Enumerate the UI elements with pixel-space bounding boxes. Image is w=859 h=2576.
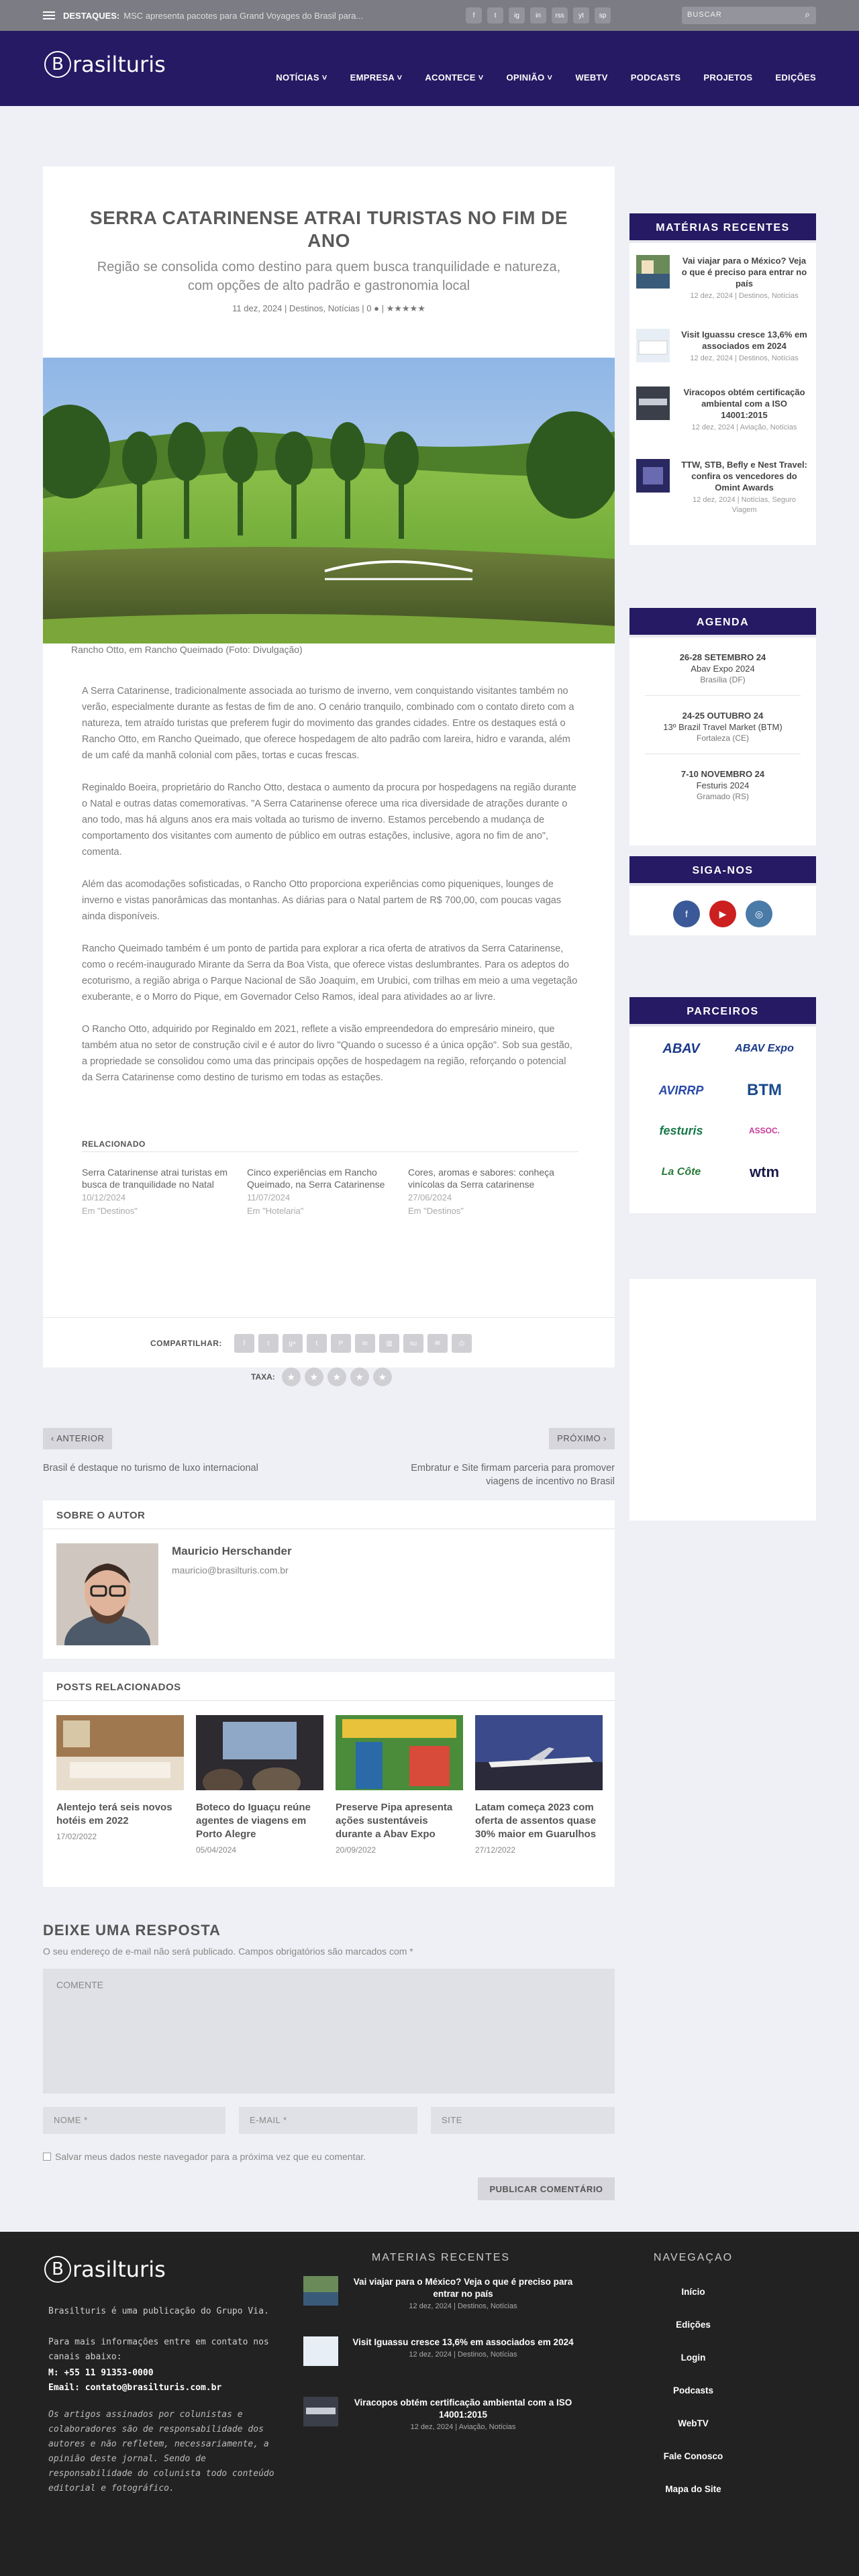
post-date: 05/04/2024 (196, 1845, 237, 1855)
recent-thumbnail[interactable] (636, 387, 670, 420)
partner-logo-festuris[interactable]: festuris (659, 1123, 703, 1137)
next-post-button[interactable]: PRÓXIMO › (549, 1428, 615, 1449)
recent-item[interactable] (636, 255, 809, 301)
footer-recent-title[interactable]: Viracopos obtém certificação ambiental com a ISO 14001:2015 (354, 2398, 572, 2420)
footer-about: Brasilturis é uma publicação do Grupo Via. (48, 2306, 269, 2316)
footer-recent-item[interactable] (303, 2276, 578, 2310)
post-thumbnail[interactable] (475, 1715, 603, 1790)
partner-logo-abav[interactable]: ABAV (662, 1041, 700, 1056)
rss-icon[interactable]: rss (552, 7, 568, 23)
email-field[interactable] (239, 2107, 417, 2134)
author-name[interactable]: Mauricio Herschander (172, 1545, 292, 1557)
partner-logo-btm[interactable]: BTM (747, 1081, 782, 1099)
prev-post-link[interactable]: Brasil é destaque no turismo de luxo internacional (43, 1463, 258, 1474)
agenda-event[interactable] (629, 769, 816, 801)
nav-item-empresa[interactable]: EMPRESA ˅ (350, 72, 403, 83)
footer-nav-podcasts[interactable]: Podcasts (672, 2385, 714, 2395)
recent-thumbnail[interactable] (636, 255, 670, 289)
follow-icons (629, 900, 816, 927)
save-data-option[interactable] (43, 2151, 366, 2162)
youtube-icon[interactable]: ▶ (709, 900, 736, 927)
footer-recent-heading: MATERIAS RECENTES (371, 2252, 511, 2263)
author-box (43, 1500, 615, 1659)
nav-item-projetos[interactable]: PROJETOS (703, 72, 753, 83)
name-field[interactable] (43, 2107, 225, 2134)
related-item[interactable] (82, 1166, 230, 1217)
footer-disclaimer: Os artigos assinados por colunistas e colaboradores são de responsabilidade dos autores e não refletem, necessariamente, a opinião deste jornal. Sendo de responsabilidade do colunista todo conteúdo editorial e fotográfico. (48, 2410, 274, 2493)
hero-caption: Rancho Otto, em Rancho Queimado (Foto: Divulgação) (71, 644, 303, 655)
site-field[interactable] (431, 2107, 615, 2134)
avatar (56, 1543, 158, 1645)
recent-item[interactable] (636, 387, 809, 433)
share-pinterest-icon[interactable]: P (331, 1334, 351, 1353)
divider (645, 695, 801, 696)
footer-logo-text: rasilturis (72, 2257, 166, 2282)
footer-nav-inicio[interactable]: Início (681, 2287, 705, 2297)
site-placeholder: SITE (442, 2115, 462, 2125)
footer-logo[interactable] (44, 2256, 166, 2283)
star-icon[interactable]: ★ (305, 1368, 323, 1386)
recent-posts-widget (629, 213, 816, 545)
post-date: 20/09/2022 (336, 1845, 376, 1855)
footer-contact-note: Para mais informações entre em contato nos canais abaixo: (48, 2337, 269, 2362)
nav-item-opiniao[interactable]: OPINIÃO ˅ (506, 72, 553, 83)
recent-thumbnail[interactable] (636, 329, 670, 362)
menu-icon[interactable] (43, 11, 55, 19)
share-email-icon[interactable]: ✉ (427, 1334, 448, 1353)
top-bar (0, 0, 859, 31)
author-heading: SOBRE O AUTOR (56, 1510, 146, 1521)
article-paragraph: Além das acomodações sofisticadas, o Rancho Otto proporciona experiências como piqueniques, lounges de inverno e vistas panorâmicas das montanhas. As diárias para o Natal partem de R$ 700,00, com poucas vagas ainda disponíveis. (82, 879, 562, 922)
related-posts (43, 1672, 615, 1887)
prev-post-button[interactable]: ‹ ANTERIOR (43, 1428, 112, 1449)
share-label: COMPARTILHAR: (150, 1339, 222, 1348)
agenda-event[interactable] (629, 652, 816, 696)
agenda-event[interactable] (629, 711, 816, 754)
event-date: 24-25 OUTUBRO 24 (682, 711, 764, 721)
event-place: Fortaleza (CE) (696, 733, 750, 743)
site-footer (0, 2232, 859, 2576)
star-icon[interactable]: ★ (350, 1368, 369, 1386)
event-place: Brasília (DF) (700, 675, 746, 684)
share-twitter-icon[interactable]: t (258, 1334, 279, 1353)
related-category: Em "Destinos" (408, 1206, 464, 1216)
share-tumblr-icon[interactable]: t (307, 1334, 327, 1353)
event-date: 26-28 SETEMBRO 24 (679, 652, 766, 662)
partner-logo-wtm[interactable]: wtm (750, 1164, 779, 1180)
partner-logo-abav-expo[interactable]: ABAV Expo (735, 1043, 794, 1054)
recent-meta: 12 dez, 2024 | Notícias, Seguro Viagem (693, 496, 796, 514)
divider (82, 1151, 578, 1152)
recent-title[interactable]: Visit Iguassu cresce 13,6% em associados em 2024 (681, 329, 807, 351)
article-title: SERRA CATARINENSE ATRAI TURISTAS NO FIM DE ANO (89, 207, 568, 251)
event-name[interactable]: Festuris 2024 (696, 780, 750, 790)
related-item[interactable] (408, 1166, 556, 1217)
hero-image (43, 358, 615, 643)
nav-item-noticias[interactable]: NOTÍCIAS ˅ (276, 72, 327, 83)
star-icon[interactable]: ★ (282, 1368, 301, 1386)
footer-recent-meta: 12 dez, 2024 | Aviação, Notícias (410, 2423, 516, 2431)
article-paragraph: Reginaldo Boeira, proprietário do Rancho Otto, destaca o aumento da procura por hospedagens na região durante o Natal e outras datas comemorativas. "A Serra Catarinense oferece uma rica diversidade de atrações durante o ano todo, mas há alguns anos era mais voltada ao turismo de inverno. Estamos percebendo a mudança de comportamento dos visitantes com aumento de público em outras estações, inclusive, agora no fim de ano", comenta. (82, 782, 576, 858)
partners-heading: PARCEIROS (629, 997, 816, 1027)
recent-title[interactable]: Vai viajar para o México? Veja o que é preciso para entrar no país (681, 256, 807, 289)
reply-note: O seu endereço de e-mail não será publicado. Campos obrigatórios são marcados com * (43, 1946, 413, 1957)
save-data-checkbox[interactable] (43, 2153, 51, 2161)
facebook-icon[interactable]: f (673, 900, 700, 927)
footer-recent-thumbnail[interactable] (303, 2336, 338, 2366)
footer-nav-login[interactable]: Login (680, 2353, 706, 2363)
footer-nav-webtv[interactable]: WebTV (678, 2418, 709, 2428)
event-name[interactable]: 13º Brazil Travel Market (BTM) (663, 722, 782, 732)
nav-item-podcasts[interactable]: PODCASTS (630, 72, 681, 83)
event-place: Gramado (RS) (696, 792, 750, 801)
instagram-icon[interactable]: ig (509, 7, 525, 23)
related-category: Em "Hotelaria" (247, 1206, 304, 1216)
article-meta: 11 dez, 2024 | Destinos, Notícias | 0 ● | ★★★★★ (232, 303, 425, 313)
related-date: 10/12/2024 (82, 1192, 126, 1202)
article-paragraph: A Serra Catarinense, tradicionalmente associada ao turismo de inverno, vem conquistando visitantes também no verão, especialmente durante as festas de fim de ano. O cenário tranquilo, combinado com o contato direto com a natureza, tem atraído turistas que preferem fugir do movimento das grandes cidades. Entre os destaques está o Rancho Otto, em Rancho Queimado, que oferece hospedagem de alto padrão com lareira, hidro e varanda, além de um café da manhã colonial com pães, tortas e cucas frescas. (82, 686, 574, 761)
recent-title[interactable]: TTW, STB, Befly e Nest Travel: confira os vencedores do Omint Awards (681, 460, 807, 493)
event-name[interactable]: Abav Expo 2024 (691, 664, 755, 674)
related-item[interactable] (247, 1166, 395, 1217)
article-paragraph: O Rancho Otto, adquirido por Reginaldo em 2021, reflete a visão empreendedora do empresário mineiro, que também atua no setor de construção civil e é autor do livro "Quando o sucesso é a única opção". Sob sua gestão, a propriedade se consolidou como uma das principais opções de hospedagem na região, reforçando o potencial da Serra Catarinense como destino de turismo em todas as estações. (82, 1024, 572, 1083)
main-nav (276, 72, 816, 83)
footer-recent-meta: 12 dez, 2024 | Destinos, Notícias (409, 2351, 517, 2359)
footer-nav-contact[interactable]: Fale Conosco (663, 2451, 723, 2461)
rating-label: TAXA: (251, 1372, 275, 1382)
save-data-label: Salvar meus dados neste navegador para a próxima vez que eu comentar. (55, 2151, 366, 2162)
site-logo[interactable] (44, 51, 166, 78)
article-body (82, 683, 578, 1102)
agenda-heading: AGENDA (629, 608, 816, 637)
related-title[interactable]: Cores, aromas e sabores: conheça vinícolas da Serra catarinense (408, 1167, 554, 1190)
post-card[interactable] (196, 1715, 323, 1855)
partner-logo-association[interactable]: ASSOC. (748, 1126, 780, 1135)
youtube-icon[interactable]: yt (573, 7, 589, 23)
post-date: 17/02/2022 (56, 1832, 97, 1841)
share-linkedin-icon[interactable]: in (355, 1334, 375, 1353)
share-facebook-icon[interactable]: f (234, 1334, 254, 1353)
share-stumbleupon-icon[interactable]: su (403, 1334, 423, 1353)
ad-slot (629, 1279, 816, 1521)
site-header (0, 31, 859, 106)
post-title[interactable]: Latam começa 2023 com oferta de assentos quase 30% maior em Guarulhos (475, 1802, 597, 1840)
nav-item-webtv[interactable]: WEBTV (575, 72, 608, 83)
next-post-link[interactable]: Embratur e Site firmam parceria para promover viagens de incentivo no Brasil (411, 1463, 615, 1487)
footer-recent-title[interactable]: Visit Iguassu cresce 13,6% em associados em 2024 (352, 2337, 574, 2347)
recent-thumbnail[interactable] (636, 459, 670, 493)
footer-recent-thumbnail[interactable] (303, 2397, 338, 2426)
recent-title[interactable]: Viracopos obtém certificação ambiental com a ISO 14001:2015 (683, 387, 805, 420)
search-placeholder: BUSCAR (687, 11, 722, 19)
post-card[interactable] (475, 1715, 603, 1855)
footer-nav-sitemap[interactable]: Mapa do Site (665, 2484, 721, 2494)
footer-recent-thumbnail[interactable] (303, 2276, 338, 2306)
top-social-icons (466, 7, 611, 23)
footer-email[interactable]: Email: contato@brasilturis.com.br (48, 2383, 222, 2393)
nav-item-acontece[interactable]: ACONTECE ˅ (425, 72, 484, 83)
recent-item[interactable] (636, 329, 809, 364)
article-subtitle: Região se consolida como destino para quem busca tranquilidade e natureza, com opções de alto padrão e gastronomia local (97, 260, 561, 293)
footer-recent-item[interactable] (303, 2397, 578, 2431)
partners-widget (629, 997, 816, 1213)
post-card[interactable] (56, 1715, 184, 1841)
event-date: 7-10 NOVEMBRO 24 (680, 769, 765, 779)
search-icon[interactable]: ⌕ (805, 9, 811, 19)
comment-placeholder: COMENTE (56, 1979, 103, 1990)
related-category: Em "Destinos" (82, 1206, 138, 1216)
follow-heading: SIGA-NOS (629, 856, 816, 886)
recent-heading: MATÉRIAS RECENTES (629, 213, 816, 243)
recent-meta: 12 dez, 2024 | Aviação, Notícias (691, 423, 797, 431)
logo-mark: B (44, 51, 71, 78)
instagram-icon[interactable]: ◎ (746, 900, 772, 927)
post-card[interactable] (336, 1715, 463, 1855)
partner-logo-la-cote[interactable]: La Côte (661, 1166, 701, 1178)
email-placeholder: E-MAIL * (250, 2115, 287, 2125)
author-email[interactable]: mauricio@brasilturis.com.br (172, 1565, 289, 1576)
reply-heading: DEIXE UMA RESPOSTA (43, 1922, 221, 1939)
share-buffer-icon[interactable]: ▥ (379, 1334, 399, 1353)
divider (43, 1700, 615, 1701)
footer-recent-title[interactable]: Vai viajar para o México? Veja o que é preciso para entrar no país (353, 2277, 573, 2299)
facebook-icon[interactable]: f (466, 7, 482, 23)
related-heading: RELACIONADO (82, 1139, 146, 1149)
rating-bar (251, 1368, 392, 1386)
article-paragraph: Rancho Queimado também é um ponto de partida para explorar a rica oferta de atrativos da Serra Catarinense, como o recém-inaugurado Mirante da Serra da Boa Vista, que oferece vistas deslumbrantes. Para os adeptos do ecoturismo, a região abriga o Parque Nacional de São Joaquim, em Urubici, com trilhas em meio a uma vegetação exuberante, e o Morro do Pique, em Governador Celso Ramos, ideal para atividades ao ar livre. (82, 943, 578, 1002)
comment-field[interactable] (43, 1969, 615, 2094)
linkedin-icon[interactable]: in (530, 7, 546, 23)
footer-logo-mark: B (44, 2256, 71, 2283)
footer-recent-meta: 12 dez, 2024 | Destinos, Notícias (409, 2302, 517, 2310)
search-input[interactable] (682, 7, 816, 24)
share-print-icon[interactable]: ⎙ (452, 1334, 472, 1353)
post-title[interactable]: Preserve Pipa apresenta ações sustentáveis durante a Abav Expo (336, 1802, 453, 1840)
name-placeholder: NOME * (54, 2115, 88, 2125)
post-thumbnail[interactable] (336, 1715, 463, 1790)
post-thumbnail[interactable] (196, 1715, 323, 1790)
recent-meta: 12 dez, 2024 | Destinos, Notícias (690, 292, 799, 300)
related-date: 11/07/2024 (247, 1192, 291, 1202)
recent-meta: 12 dez, 2024 | Destinos, Notícias (690, 354, 799, 362)
article-card (43, 166, 615, 1382)
agenda-widget (629, 608, 816, 845)
twitter-icon[interactable]: t (487, 7, 503, 23)
star-icon[interactable]: ★ (373, 1368, 392, 1386)
star-icon[interactable]: ★ (327, 1368, 346, 1386)
recent-item[interactable] (636, 459, 809, 515)
submit-comment-button[interactable]: PUBLICAR COMENTÁRIO (478, 2177, 615, 2200)
post-thumbnail[interactable] (56, 1715, 184, 1790)
footer-nav-edicoes[interactable]: Edições (676, 2320, 711, 2330)
related-title[interactable]: Serra Catarinense atrai turistas em busca de tranquilidade no Natal (82, 1167, 228, 1190)
share-bar (150, 1334, 472, 1353)
highlights-ticker[interactable]: MSC apresenta pacotes para Grand Voyages do Brasil para... (123, 10, 364, 21)
nav-item-edicoes[interactable]: EDIÇÕES (775, 72, 816, 83)
footer-recent-item[interactable] (303, 2336, 578, 2359)
related-date: 27/06/2024 (408, 1192, 452, 1202)
share-google-icon[interactable]: g+ (283, 1334, 303, 1353)
highlights-label: DESTAQUES: (63, 10, 120, 21)
footer-phone[interactable]: M: +55 11 91353-0000 (48, 2368, 154, 2378)
post-title[interactable]: Boteco do Iguaçu reúne agentes de viagens em Porto Alegre (196, 1802, 311, 1840)
partner-logo-avirrp[interactable]: AVIRRP (658, 1083, 704, 1097)
post-date: 27/12/2022 (475, 1845, 516, 1855)
spotify-icon[interactable]: sp (595, 7, 611, 23)
divider (43, 1317, 615, 1318)
post-title[interactable]: Alentejo terá seis novos hotéis em 2022 (56, 1802, 172, 1826)
logo-text: rasilturis (72, 52, 166, 77)
follow-widget (629, 856, 816, 935)
related-title[interactable]: Cinco experiências em Rancho Queimado, na Serra Catarinense (247, 1167, 385, 1190)
footer-nav-heading: NAVEGAÇAO (653, 2252, 734, 2263)
posts-heading: POSTS RELACIONADOS (56, 1682, 181, 1693)
